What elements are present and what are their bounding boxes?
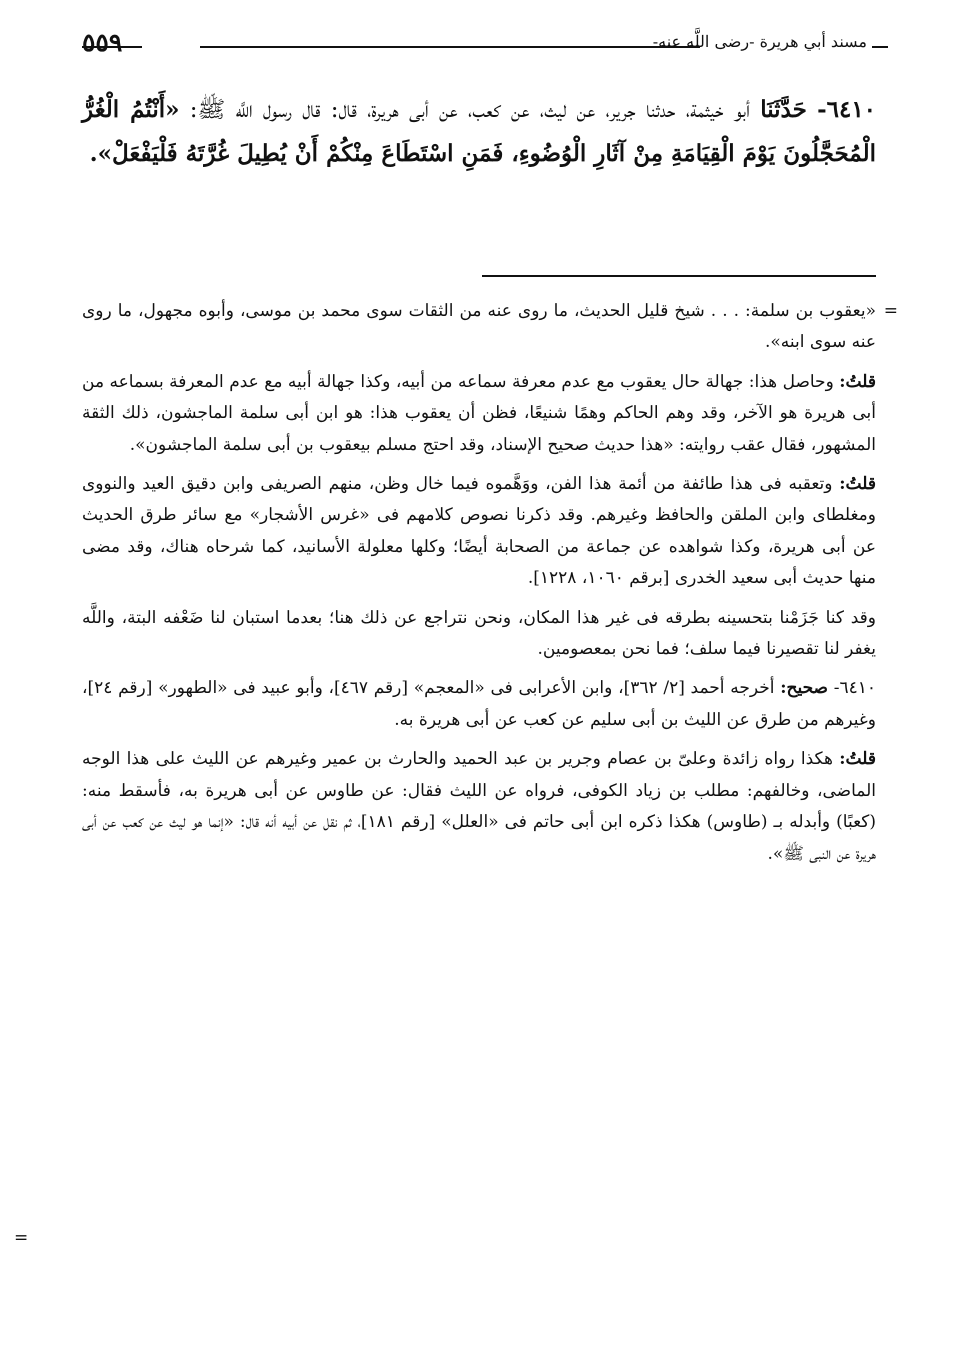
footnote-text: هكذا رواه زائدة وعلىّ بن عصام وجرير بن عبد الحميد والحارث بن عمير وغيرهم عن الليث على هذا الوجه الماضى، وخالفهم: مطلب بن زياد الكوفى، فرواه عن الليث فقال: عن طاوس عن أبى هريرة به، فأسقط منه: (كعبًا) وأبدله بـ (طاوس) هكذا ذكره ابن أبى حاتم فى «العلل» [رقم ١٨١]، ثم نقل عن أبيه أنه قال: «إنما هو ليث عن كعب عن أبى هريرة عن النبى ﷺ». — [82, 749, 877, 864]
footnote-paragraph — [82, 603, 876, 666]
footnote-divider — [482, 275, 876, 277]
isnad-lead: حَدَّثَنَا — [760, 96, 807, 123]
footnote-text: وتعقبه فى هذا طائفة من أئمة هذا الفن، ووَهَّموه فيما خال وظن، منهم الصريفى وابن دقيق العيد والنووى ومغلطاى وابن الملقن والحافظ وغيرهم. وقد ذكرنا نصوص كلامهم فى «غرس الأشجار» مع سائر طرق الحديث عن أبى هريرة، وكذا شواهده عن جماعة من الصحابة أيضًا؛ وكلها معلولة الأسانيد، كما شرحاه هناك، وقد مضى منها حديث أبى سعيد الخدرى [برقم ١٠٦٠، ١٢٢٨]. — [82, 474, 876, 589]
running-title: مسند أبي هريرة -رضى اللَّه عنه- — [652, 32, 867, 51]
matn: «أَنْتُمُ الْغُرُّ الْمُحَجَّلُونَ يَوْمَ الْقِيَامَةِ مِنْ آثَارِ الْوُضُوءِ، فَمَنِ اسْتَطَاعَ مِنْكُمْ أَنْ يُطِيلَ غُرَّتَهُ فَلْيَفْعَلْ». — [82, 96, 876, 167]
takhrij-number: ٦٤١٠- — [833, 678, 876, 699]
isnad: أبو خيثمة، حدثنا جرير، عن ليث، عن كعب، عن أبى هريرة، قال: قال رسول اللَّه ﷺ: — [189, 97, 750, 123]
hadith-text — [82, 88, 876, 176]
footnote-text: «يعقوب بن سلمة: . . . شيخ قليل الحديث، ما روى عنه من الثقات سوى محمد بن موسى، وأبوه مجهول، ما روى عنه سوى ابنه». — [82, 301, 876, 353]
qultu-label: قلتُ: — [839, 749, 876, 770]
continuation-mark: = — [14, 1228, 29, 1248]
footnotes — [82, 296, 898, 878]
takhrij-grade: صحيح: — [780, 678, 828, 699]
footnote-paragraph — [82, 469, 876, 595]
hadith-number: ٦٤١٠- — [817, 96, 877, 123]
qultu-label: قلتُ: — [839, 371, 876, 392]
continuation-mark: = — [883, 301, 898, 321]
footnote-paragraph — [82, 296, 898, 359]
running-header — [82, 30, 874, 62]
footnote-paragraph — [82, 744, 876, 870]
header-rule — [200, 46, 700, 48]
footnote-paragraph — [82, 367, 876, 461]
page-number: ٥٥٩ — [82, 28, 123, 57]
footnote-text: وقد كنا جَزَمْنا بتحسينه بطرقه فى غير هذا المكان، ونحن نتراجع عن ذلك هنا؛ بعدما استبان لنا ضَعْفه البتة، واللَّه يغفر لنا تقصيرنا فيما سلف؛ فما نحن بمعصومين. — [82, 607, 876, 660]
qultu-label: قلتُ: — [839, 474, 876, 495]
footnote-text: وحاصل هذا: جهالة حال يعقوب مع عدم معرفة سماعه من أبيه، وكذا جهالة أبيه مع عدم المعرفة بسماعه من أبى هريرة هو الآخر، وقد وهم الحاكم وهمًا شنيعًا، فظن أن يعقوب هذا: هو ابن أبى سلمة الماجشون، ذلك الثقة المشهور، فقال عقب روايته: «هذا حديث صحيح الإسناد، وقد احتج مسلم بيعقوب بن أبى سلمة الماجشون». — [82, 371, 876, 455]
header-rule — [872, 46, 888, 48]
footnote-paragraph — [82, 673, 876, 736]
footnote-text: أخرجه أحمد [٢/ ٣٦٢]، وابن الأعرابى فى «المعجم» [رقم ٤٦٧]، وأبو عبيد فى «الطهور» [رقم ٢٤]، وغيرهم من طرق عن الليث بن أبى سليم عن كعب عن أبى هريرة به. — [82, 678, 876, 730]
